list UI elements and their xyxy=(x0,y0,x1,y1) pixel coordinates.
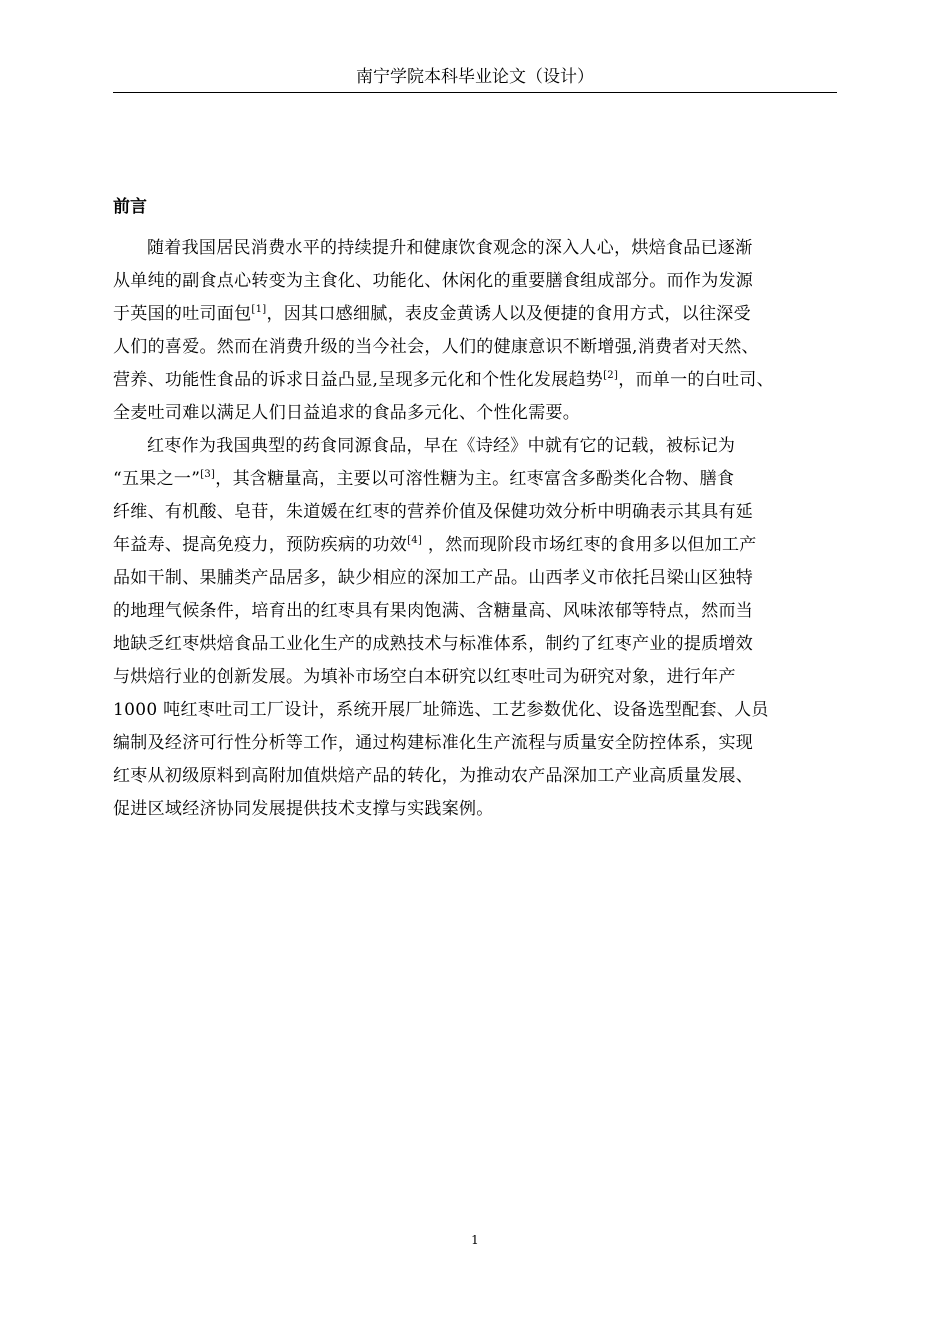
header-divider xyxy=(113,92,837,93)
text-segment: “五果之一” xyxy=(113,469,201,489)
text-line: 编制及经济可行性分析等工作，通过构建标准化生产流程与质量安全防控体系，实现 xyxy=(113,733,754,753)
text-line xyxy=(113,468,734,490)
page-header-title: 南宁学院本科毕业论文（设计） xyxy=(356,67,594,87)
text-line: 随着我国居民消费水平的持续提升和健康饮食观念的深入人心，烘焙食品已逐渐 xyxy=(147,238,753,258)
text-line: 全麦吐司难以满足人们日益追求的食品多元化、个性化需要。 xyxy=(113,403,581,423)
text-segment: ，而单一的白吐司、 xyxy=(618,370,774,390)
citation-ref: [2] xyxy=(603,370,619,381)
section-title: 前言 xyxy=(113,197,147,217)
citation-ref: [1] xyxy=(251,304,267,315)
text-line: 1000 吨红枣吐司工厂设计，系统开展厂址筛选、工艺参数优化、设备选型配套、人员 xyxy=(113,700,769,720)
text-segment: ，因其口感细腻，表皮金黄诱人以及便捷的食用方式，以往深受 xyxy=(266,304,751,324)
citation-ref: [4] xyxy=(407,535,423,546)
text-line: 促进区域经济协同发展提供技术支撑与实践案例。 xyxy=(113,799,494,819)
text-segment: 年益寿、提高免疫力，预防疾病的功效 xyxy=(113,535,408,555)
text-line: 纤维、有机酸、皂苷，朱道媛在红枣的营养价值及保健功效分析中明确表示其具有延 xyxy=(113,502,754,522)
text-segment: 营养、功能性食品的诉求日益凸显,呈现多元化和个性化发展趋势 xyxy=(113,370,604,390)
text-line: 地缺乏红枣烘焙食品工业化生产的成熟技术与标准体系，制约了红枣产业的提质增效 xyxy=(113,634,754,654)
text-line: 人们的喜爱。然而在消费升级的当今社会，人们的健康意识不断增强,消费者对天然、 xyxy=(113,337,759,357)
text-line: 与烘焙行业的创新发展。为填补市场空白本研究以红枣吐司为研究对象，进行年产 xyxy=(113,667,736,687)
text-line: 红枣作为我国典型的药食同源食品，早在《诗经》中就有它的记载，被标记为 xyxy=(147,436,736,456)
text-line: 的地理气候条件，培育出的红枣具有果肉饱满、含糖量高、风味浓郁等特点，然而当 xyxy=(113,601,754,621)
text-line: 从单纯的副食点心转变为主食化、功能化、休闲化的重要膳食组成部分。而作为发源 xyxy=(113,271,754,291)
citation-ref: [3] xyxy=(200,469,216,480)
text-line xyxy=(113,369,774,391)
text-line xyxy=(113,303,751,325)
text-segment: ，然而现阶段市场红枣的食用多以但加工产 xyxy=(422,535,757,555)
text-segment: 于英国的吐司面包 xyxy=(113,304,252,324)
page-number: 1 xyxy=(471,1233,479,1247)
text-line: 红枣从初级原料到高附加值烘焙产品的转化，为推动农产品深加工产业高质量发展、 xyxy=(113,766,754,786)
text-line: 品如干制、果脯类产品居多，缺少相应的深加工产品。山西孝义市依托吕梁山区独特 xyxy=(113,568,754,588)
text-segment: ，其含糖量高，主要以可溶性糖为主。红枣富含多酚类化合物、膳食 xyxy=(215,469,735,489)
text-line xyxy=(113,534,757,556)
